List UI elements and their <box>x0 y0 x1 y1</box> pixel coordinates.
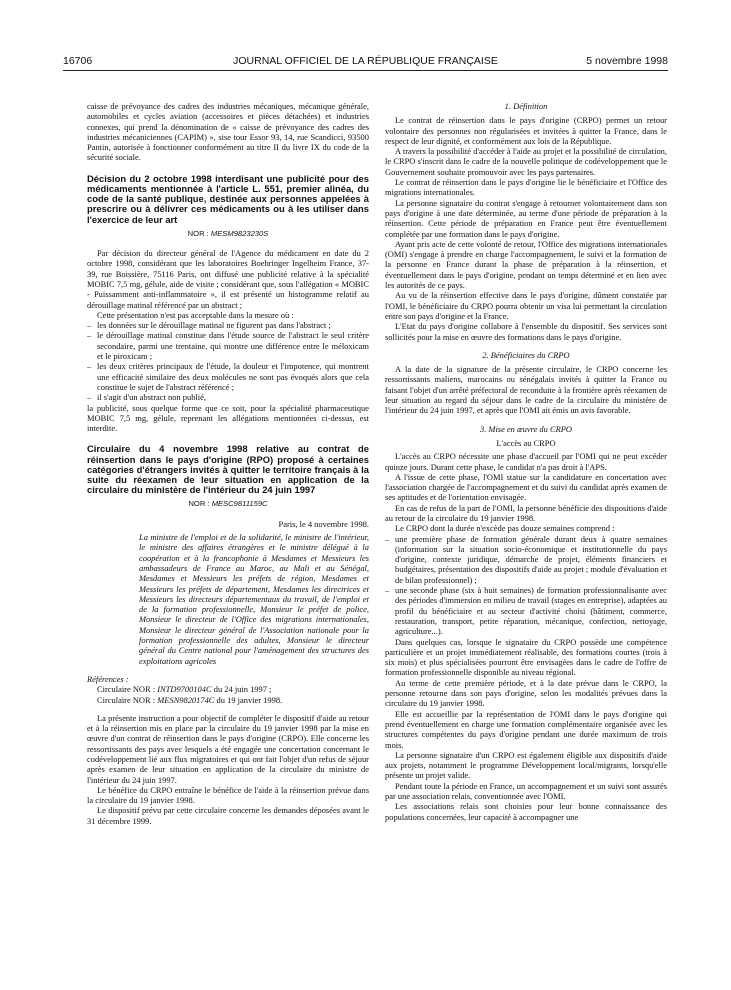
reference-prefix: Circulaire NOR : <box>97 684 156 695</box>
reference-date: du 24 juin 1997 ; <box>213 684 272 695</box>
issue-date: 5 novembre 1998 <box>586 55 668 67</box>
section-title <box>385 101 667 111</box>
section-title <box>385 424 667 434</box>
circular-nor <box>87 499 369 509</box>
paragraph: En cas de refus de la part de l'OMI, la personne bénéficie des dispositions d'aide au retour de la circulaire du 19 janvier 1998. <box>385 502 667 523</box>
paragraph: La personne signataire d'un CRPO est également éligible aux dispositifs d'aide aux projets, notamment le programme Développement local/migrants, lorsqu'elle présente un projet valide. <box>385 749 667 781</box>
paragraph: L'accès au CRPO nécessite une phase d'accueil par l'OMI qui ne peut excéder quinze jours. Durant cette phase, le candidat n'a pas droit à l'APS. <box>385 451 667 472</box>
paragraph: Ayant pris acte de cette volonté de retour, l'Office des migrations internationales (OMI) s'engage à prendre en charge l'accompagnement, le suivi et la formation de la personne en France durant la phase de préparation à la réinsertion, et éventuellement dans le pays d'origine, pendant un temps déterminé et en lien avec les autorités de ce pays. <box>385 238 667 291</box>
nor-label: NOR : <box>188 499 210 509</box>
paragraph: Au terme de cette première période, et à la date prévue dans le CRPO, la personne retourne dans son pays d'origine, selon les modalités prévues dans la circulaire du 19 janvier 1998. <box>385 677 667 709</box>
circular-date: Paris, le 4 novembre 1998. <box>278 518 369 529</box>
nor-code: MESC9811159C <box>211 499 268 509</box>
circular-addressees: La ministre de l'emploi et de la solidarité, le ministre de l'intérieur, le ministre des affaires étrangères et le ministre délégué à la coopération et à la francophonie à Mesdames et Messieurs les ambassadeurs de France au Maroc, au Mali et au Sénégal, Mesdames et Messieurs les préfets de région, Mesdames et Messieurs les préfets de département, Mesdames les directrices et Messieurs les directeurs départementaux du travail, de l'emploi et de la formation professionnelle, Monsieur le préfet de police, Monsieur le directeur de l'Office des migrations internationales, Monsieur le directeur général de l'Association nationale pour la formation professionnelle des adultes, Monsieur le directeur général du Centre national pour l'aménagement des structures des exploitations agricoles <box>139 532 369 666</box>
paragraph: Le bénéfice du CRPO entraîne le bénéfice de l'aide à la réinsertion prévue dans la circulaire du 19 janvier 1998. <box>87 784 369 806</box>
paragraph: Le dispositif prévu par cette circulaire concerne les demandes déposées avant le 31 décembre 1999. <box>87 805 369 826</box>
section-title-text: 2. Bénéficiaires du CRPO <box>482 349 570 360</box>
paragraph: Pendant toute la période en France, un accompagnement et un suivi sont assurés par une association relais, conventionnée avec l'OMI. <box>385 780 667 801</box>
reference-item <box>87 695 369 705</box>
section-title-text: 3. Mise en œuvre du CRPO <box>479 423 572 434</box>
list-item: – le dérouillage matinal constitue dans l'étude source de l'abstract le seul critère secondaire, parmi une trentaine, qui montre une différence entre le méloxicam et le piroxicam ; <box>87 330 369 361</box>
nor-label: NOR : <box>187 228 209 238</box>
paragraph: La présente instruction a pour objectif de compléter le dispositif d'aide au retour et à la réinsertion mis en place par la circulaire du 19 janvier 1998 par la mise en œuvre d'un contrat de réinsertion dans le pays d'origine (CRPO). Elle concerne les ressortissants des pays avec lesquels a été engagée une concertation concernant le codéveloppement lié aux flux migratoires et qui ont fait l'objet d'un refus de séjour après examen de leur situation en application de la circulaire du ministre de l'intérieur du 24 juin 1997. <box>87 712 369 785</box>
paragraph: A la date de la signature de la présente circulaire, le CRPO concerne les ressortissants maliens, marocains ou sénégalais invités à quitter la France ou faisant l'objet d'un arrêté préfectoral de reconduite à la frontière après réexamen de leur situation au regard du séjour dans le cadre de la circulaire du ministère de l'intérieur du 24 juin 1997, et après que l'OMI ait émis un avis favorable. <box>385 364 667 416</box>
crpo-list <box>385 534 667 637</box>
paragraph: A l'issue de cette phase, l'OMI statue sur la candidature en concertation avec l'association chargée de l'accompagnement et du suivi du candidat après examen de ses aptitudes et de l'orientation envisagée. <box>385 471 667 503</box>
reference-item <box>87 684 369 694</box>
paragraph: Le contrat de réinsertion dans le pays d'origine (CRPO) permet un retour volontaire des personnes non régularisées et invitées à quitter la France, dans le respect de leur dignité, et conformément aux lois de la République. <box>385 115 667 146</box>
list-item: – une première phase de formation générale durant deux à quatre semaines (information sur la situation socio-économique et institutionnelle du pays d'origine, contexte juridique, démarche de projet, éléments financiers et budgétaires, présentation des dispositifs d'aide au projet ; module d'évaluation et de bilan professionnel) ; <box>385 534 667 585</box>
paragraph: La personne signataire du contrat s'engage à retourner volontairement dans son pays d'origine à une date déterminée, au terme d'une période de préparation à la réinsertion. Cette période de préparation en France peut être éventuellement complétée par une formation dans le pays d'origine. <box>385 197 667 239</box>
decision-list <box>87 320 369 402</box>
reference-nor: MESN9820174C <box>157 694 215 705</box>
paragraph: A travers la possibilité d'accéder à l'aide au projet et la possibilité de circulation, le CRPO s'inscrit dans le cadre de la nouvelle politique de codéveloppement que le Gouvernement souhaite promouvoir avec les pays partenaires. <box>385 146 667 177</box>
reference-date: du 19 janvier 1998. <box>216 694 283 705</box>
decision-title: Décision du 2 octobre 1998 interdisant une publicité pour des médicaments mentionnée à l'article L. 551, premier alinéa, du code de la santé publique, destinée aux personnes appelées à prescrire ou à délivrer ces médicaments ou à les utiliser dans l'exercice de leur art <box>87 172 369 225</box>
list-item: – il s'agit d'un abstract non publié, <box>87 392 369 402</box>
reference-nor: INTD9700104C <box>157 684 212 695</box>
decision-nor <box>87 229 369 239</box>
list-item: – les données sur le dérouillage matinal ne figurent pas dans l'abstract ; <box>87 320 369 330</box>
list-item: – les deux critères principaux de l'étude, la douleur et l'impotence, qui montrent une efficacité similaire des deux molécules ne sont pas évoqués alors que cela constitue le sujet de l'abstract référencé ; <box>87 361 369 392</box>
right-column <box>385 101 667 822</box>
reference-prefix: Circulaire NOR : <box>97 694 156 705</box>
nor-code: MESM9823230S <box>210 228 269 238</box>
references-label: Références : <box>87 673 129 684</box>
circular-title: Circulaire du 4 novembre 1998 relative au contrat de réinsertion dans le pays d'origine (RPO) proposé à certaines catégories d'étrangers invités à quitter le territoire français à la suite du réexamen de leur situation en application de la circulaire du ministère de l'intérieur du 24 juin 1997 <box>87 443 369 496</box>
left-column <box>87 101 369 826</box>
references <box>87 674 369 705</box>
paragraph: Au vu de la réinsertion effective dans le pays d'origine, dûment constatée par l'OMI, le bénéficiaire du CRPO pourra obtenir un visa lui permettant la circulation entre son pays d'origine et la France. <box>385 290 667 321</box>
paragraph: Par décision du directeur général de l'Agence du médicament en date du 2 octobre 1998, considérant que les laboratoires Boehringer Ingelheim France, 37-39, rue Boissière, 75116 Paris, ont diffusé une publicité relative à la spécialité MOBIC 7,5 mg, gélule, aide de visite ; considérant que, sous l'allégation « MOBIC - Puissamment anti-inflammatoire », il est présenté un histogramme relatif au dérouillage matinal référencé par un abstract ; <box>87 248 369 310</box>
section-title <box>385 350 667 360</box>
list-item: – une seconde phase (six à huit semaines) de formation professionnalisante avec des périodes d'immersion en milieu de travail (stages en entreprise), adaptées au profil du bénéficiaire et au secteur d'activité choisi (bâtiment, commerce, restauration, transport, petite réparation, mécanique, confection, nettoyage, agriculture...). <box>385 585 667 636</box>
paragraph: Dans quelques cas, lorsque le signataire du CRPO possède une compétence particulière et un projet immédiatement réalisable, des formations courtes (trois à six mois) et plus spécialisées pourront être envisagées dans le cadre de l'offre de formation professionnelle disponible au niveau régional. <box>385 636 667 678</box>
paragraph: Le contrat de réinsertion dans le pays d'origine lie le bénéficiaire et l'Office des migrations internationales. <box>385 177 667 198</box>
paragraph: L'Etat du pays d'origine collabore à l'ensemble du dispositif. Ses services sont sollicités pour la mise en œuvre des formations dans le pays d'origine. <box>385 321 667 342</box>
section-title-text: 1. Définition <box>504 101 548 111</box>
header-rule <box>63 70 668 71</box>
paragraph: Les associations relais sont choisies pour leur bonne connaissance des populations concernées, leur capacité à accompagner une <box>385 801 667 822</box>
paragraph: la publicité, sous quelque forme que ce soit, pour la spécialité pharmaceutique MOBIC 7,5 mg, gélule, reprenant les allégations mentionnées ci-dessus, est interdite. <box>87 402 369 434</box>
subsection-title: L'accès au CRPO <box>496 437 556 448</box>
page-header <box>63 55 668 69</box>
paragraph: Elle est accueillie par la représentation de l'OMI dans le pays d'origine qui prend éventuellement en charge une formation complémentaire organisée avec les structures compétentes du pays d'origine pendant une durée maximum de trois mois. <box>385 708 667 750</box>
journal-title: JOURNAL OFFICIEL DE LA RÉPUBLIQUE FRANÇAISE <box>233 55 498 67</box>
page-number: 16706 <box>63 55 93 67</box>
paragraph: Cette présentation n'est pas acceptable dans la mesure où : <box>97 309 294 320</box>
paragraph: caisse de prévoyance des cadres des industries mécaniques, mécanique générale, automobiles et cycles aviation (accessoires et pièces détachées) et industries connexes, qui prend la dénomination de « caisse de prévoyance des cadres des industries mécaniciennes (CAPIM) », sise tour Essor 93, 14, rue Scandicci, 93500 Pantin, autorisée à fonctionner conformément au titre II du livre IX du code de la sécurité sociale. <box>87 101 369 163</box>
paragraph: Le CRPO dont la durée n'excède pas douze semaines comprend : <box>395 523 615 534</box>
